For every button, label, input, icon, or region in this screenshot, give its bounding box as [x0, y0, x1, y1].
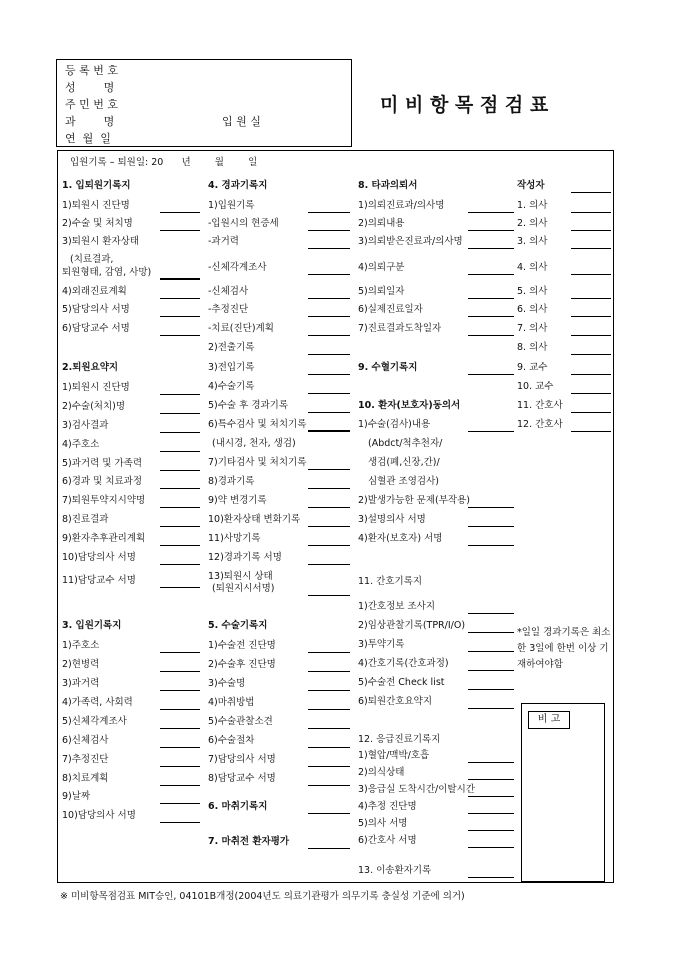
entry-line[interactable]: [468, 613, 514, 614]
entry-line[interactable]: [308, 526, 350, 527]
patient-info-box: [56, 59, 352, 147]
checklist-item: 4)수술기록: [208, 381, 255, 392]
entry-line[interactable]: [308, 393, 350, 394]
checklist-item: 10)담당의사 서명: [62, 552, 136, 563]
entry-line[interactable]: [571, 431, 611, 432]
checklist-item: 6)퇴원간호요약지: [358, 696, 432, 707]
author-item: 11. 간호사: [517, 400, 563, 411]
checklist-item: 8)진료결과: [62, 514, 109, 525]
checklist-item: (내시경, 천자, 생검): [212, 438, 296, 449]
entry-line[interactable]: [308, 690, 350, 691]
ward-label: 입 원 실: [222, 115, 261, 128]
checklist-item: 3)설명의사 서명: [358, 514, 426, 525]
entry-line[interactable]: [308, 430, 350, 431]
checklist-item: 4)환자(보호자) 서명: [358, 533, 443, 544]
checklist-item: 3)응급실 도착시간/이탈시간: [358, 784, 475, 795]
entry-line[interactable]: [160, 822, 200, 823]
entry-line[interactable]: [160, 728, 200, 729]
checklist-item: 2)의식상태: [358, 767, 405, 778]
entry-line[interactable]: [308, 813, 350, 814]
section-heading: 5. 수술기록지: [208, 620, 268, 631]
author-item: 8. 의사: [517, 342, 548, 353]
checklist-item: -신체검사: [208, 286, 249, 297]
entry-line[interactable]: [308, 431, 350, 432]
resident-number-label: 주 민 번 호: [65, 98, 118, 111]
entry-line[interactable]: [468, 316, 514, 317]
entry-line[interactable]: [571, 374, 611, 375]
checklist-item: 5)의사 서명: [358, 818, 408, 829]
checklist-item: 2)수술후 진단명: [208, 659, 276, 670]
remarks-box: [521, 703, 605, 882]
page-title: 미 비 항 목 점 검 표: [380, 94, 549, 116]
checklist-item: -입원시의 현증세: [208, 218, 279, 229]
author-item: 1. 의사: [517, 200, 548, 211]
checklist-item: 6)경과 및 치료과정: [62, 476, 143, 487]
entry-line[interactable]: [308, 316, 350, 317]
admission-date-line: 입원기록 – 퇴원일: 20 년 월 일: [70, 157, 258, 168]
entry-line[interactable]: [160, 470, 200, 471]
checklist-item: -신체각계조사: [208, 262, 267, 273]
checklist-item: 4)추정 진단명: [358, 801, 417, 812]
checklist-item: 4)가족력, 사회력: [62, 697, 133, 708]
entry-line[interactable]: [308, 274, 350, 275]
entry-line[interactable]: [468, 507, 514, 508]
entry-line[interactable]: [308, 469, 350, 470]
checklist-item: 8)담당교수 서명: [208, 773, 276, 784]
entry-line[interactable]: [571, 192, 611, 193]
checklist-item: 1)수술전 진단명: [208, 640, 276, 651]
entry-line[interactable]: [571, 298, 611, 299]
entry-line[interactable]: [308, 747, 350, 748]
checklist-item: 5)의뢰일자: [358, 286, 405, 297]
checklist-item: 2)수술 및 처치명: [62, 218, 133, 229]
entry-line[interactable]: [468, 847, 514, 848]
author-item: 3. 의사: [517, 236, 548, 247]
checklist-item: 5)수술 후 경과기록: [208, 400, 289, 411]
entry-line[interactable]: [468, 274, 514, 275]
section-heading: 10. 환자(보호자)동의서: [358, 400, 461, 411]
section-heading: 12. 응급진료기록지: [358, 734, 441, 745]
checklist-item: 10)환자상태 변화기록: [208, 514, 301, 525]
entry-line[interactable]: [468, 298, 514, 299]
section-heading: 2.퇴원요약지: [62, 362, 119, 373]
entry-line[interactable]: [160, 507, 200, 508]
entry-line[interactable]: [308, 212, 350, 213]
entry-line[interactable]: [468, 830, 514, 831]
checklist-item: -추정진단: [208, 304, 249, 315]
entry-line[interactable]: [308, 785, 350, 786]
checklist-item: 11)담당교수 서명: [62, 575, 136, 586]
author-item: 2. 의사: [517, 218, 548, 229]
checklist-item: 3)과거력: [62, 678, 100, 689]
entry-line[interactable]: [308, 671, 350, 672]
entry-line[interactable]: [571, 212, 611, 213]
checklist-item: 7)진료결과도착일자: [358, 323, 442, 334]
entry-line[interactable]: [160, 709, 200, 710]
section-heading: 6. 마취기록지: [208, 801, 268, 812]
checklist-item: 2)임상관찰기록(TPR/I/O): [358, 620, 466, 631]
checklist-item: 3)의뢰받은진료과/의사명: [358, 236, 463, 247]
entry-line[interactable]: [308, 374, 350, 375]
checklist-item: 3)투약기록: [358, 639, 405, 650]
entry-line[interactable]: [160, 394, 200, 395]
entry-line[interactable]: [160, 766, 200, 767]
checklist-item: 5)담당의사 서명: [62, 304, 130, 315]
checklist-item: 6)특수검사 및 처치기록: [208, 419, 307, 430]
checklist-item: 1)입원기록: [208, 200, 255, 211]
entry-line[interactable]: [468, 212, 514, 213]
author-item: 10. 교수: [517, 381, 554, 392]
entry-line[interactable]: [571, 230, 611, 231]
entry-line[interactable]: [468, 762, 514, 763]
checklist-item: -과거력: [208, 236, 239, 247]
entry-line[interactable]: [160, 488, 200, 489]
entry-line[interactable]: [468, 670, 514, 671]
checklist-item: 1)퇴원시 진단명: [62, 382, 130, 393]
checklist-item: 4)외래진료계획: [62, 286, 127, 297]
checklist-item: 2)현병력: [62, 659, 100, 670]
entry-line[interactable]: [308, 248, 350, 249]
checklist-item: 10)담당의사 서명: [62, 810, 136, 821]
checklist-item: 3)수술명: [208, 678, 246, 689]
entry-line[interactable]: [571, 412, 611, 413]
entry-line[interactable]: [468, 877, 514, 878]
checklist-item: 1)혈압/맥박/호흡: [358, 750, 430, 761]
entry-line[interactable]: [160, 335, 200, 336]
checklist-item: 7)퇴원투약지시약명: [62, 495, 146, 506]
checklist-item: 3)검사결과: [62, 420, 109, 431]
entry-line[interactable]: [571, 393, 611, 394]
entry-line[interactable]: [160, 564, 200, 565]
entry-line[interactable]: [308, 564, 350, 565]
entry-line[interactable]: [160, 803, 200, 804]
entry-line[interactable]: [308, 507, 350, 508]
checklist-item: 13)퇴원시 상태: [208, 571, 273, 582]
entry-line[interactable]: [308, 766, 350, 767]
entry-line[interactable]: [160, 451, 200, 452]
entry-line[interactable]: [308, 709, 350, 710]
entry-line[interactable]: [468, 248, 514, 249]
checklist-item: 5)수술전 Check list: [358, 677, 445, 688]
entry-line[interactable]: [308, 354, 350, 355]
entry-line[interactable]: [571, 248, 611, 249]
checklist-item: 생검(폐,신장,간)/: [368, 457, 440, 468]
remarks-label: 비 고: [528, 711, 570, 729]
checklist-item: 3)퇴원시 환자상태: [62, 236, 140, 247]
author-item: 12. 간호사: [517, 419, 563, 430]
section-heading: 1. 입퇴원기록지: [62, 180, 131, 191]
entry-line[interactable]: [468, 545, 514, 546]
entry-line[interactable]: [571, 354, 611, 355]
name-label: 성 명: [65, 81, 115, 94]
checklist-item: 9)환자추후관리계획: [62, 533, 146, 544]
checklist-item: 1)주호소: [62, 640, 100, 651]
entry-line[interactable]: [468, 708, 514, 709]
checklist-item: 6)담당교수 서명: [62, 323, 130, 334]
checklist-item: 2)수술(처치)명: [62, 401, 126, 412]
entry-line[interactable]: [160, 785, 200, 786]
entry-line[interactable]: [160, 413, 200, 414]
checklist-item: 4)의뢰구분: [358, 262, 405, 273]
checklist-item: 4)주호소: [62, 439, 100, 450]
author-heading: 작성자: [517, 180, 545, 191]
entry-line[interactable]: [468, 230, 514, 231]
entry-line[interactable]: [571, 335, 611, 336]
section-heading: 8. 타과의뢰서: [358, 180, 418, 191]
checklist-item: 2)의뢰내용: [358, 218, 405, 229]
entry-line[interactable]: [160, 545, 200, 546]
footer-note: ※ 미비항목점검표 MIT승인, 04101B개정(2004년도 의료기관평가 의무기록 충실성 기준에 의거): [60, 891, 465, 902]
checklist-item: 퇴원형태, 감염, 사망): [62, 267, 152, 278]
checklist-item: 4)마취방법: [208, 697, 255, 708]
birth-date-label: 연 월 일: [65, 132, 111, 145]
entry-line[interactable]: [160, 279, 200, 280]
entry-line[interactable]: [160, 526, 200, 527]
checklist-item: 5)과거력 및 가족력: [62, 458, 143, 469]
section-heading: 13. 이송환자기록: [358, 865, 432, 876]
checklist-item: 7)담당의사 서명: [208, 754, 276, 765]
section-heading: 3. 입원기록지: [62, 620, 122, 631]
entry-line[interactable]: [308, 595, 350, 596]
author-item: 4. 의사: [517, 262, 548, 273]
checklist-item: 7)추정진단: [62, 754, 109, 765]
entry-line[interactable]: [160, 432, 200, 433]
entry-line[interactable]: [308, 545, 350, 546]
entry-line[interactable]: [571, 316, 611, 317]
checklist-item: 11)사망기록: [208, 533, 261, 544]
checklist-item: 심혈관 조영검사): [368, 476, 439, 487]
checklist-item: 3)전입기록: [208, 362, 255, 373]
checklist-item: 9)약 변경기록: [208, 495, 267, 506]
entry-line[interactable]: [160, 587, 200, 588]
entry-line[interactable]: [468, 796, 514, 797]
checklist-item: 5)신체각계조사: [62, 716, 127, 727]
checklist-item: 1)간호정보 조사지: [358, 601, 436, 612]
author-item: 9. 교수: [517, 362, 548, 373]
author-item: 6. 의사: [517, 304, 548, 315]
checklist-item: 8)경과기록: [208, 476, 255, 487]
entry-line[interactable]: [160, 230, 200, 231]
entry-line[interactable]: [308, 412, 350, 413]
author-item: 7. 의사: [517, 323, 548, 334]
entry-line[interactable]: [468, 526, 514, 527]
checklist-item: (Abdct/척추천자/: [368, 438, 443, 449]
entry-line[interactable]: [160, 671, 200, 672]
checklist-item: 12)경과기록 서명: [208, 552, 282, 563]
entry-line[interactable]: [160, 278, 200, 279]
checklist-item: 1)의뢰진료과/의사명: [358, 200, 445, 211]
checklist-item: (치료결과,: [70, 254, 114, 265]
checklist-item: 7)기타검사 및 처치기록: [208, 457, 307, 468]
entry-line[interactable]: [160, 298, 200, 299]
entry-line[interactable]: [468, 651, 514, 652]
registration-number-label: 등 록 번 호: [65, 64, 118, 77]
entry-line[interactable]: [468, 813, 514, 814]
entry-line[interactable]: [160, 212, 200, 213]
entry-line[interactable]: [468, 335, 514, 336]
entry-line[interactable]: [468, 779, 514, 780]
daily-progress-note: *일일 경과기록은 최소한 3일에 한번 이상 기재하여야함: [517, 627, 611, 670]
entry-line[interactable]: [160, 316, 200, 317]
entry-line[interactable]: [308, 488, 350, 489]
department-label: 과 명: [65, 115, 115, 128]
checklist-item: (퇴원지시서명): [212, 583, 275, 594]
section-heading: 9. 수혈기록지: [358, 362, 418, 373]
author-item: 5. 의사: [517, 286, 548, 297]
entry-line[interactable]: [308, 335, 350, 336]
entry-line[interactable]: [308, 298, 350, 299]
entry-line[interactable]: [308, 230, 350, 231]
entry-line[interactable]: [160, 747, 200, 748]
entry-line[interactable]: [160, 652, 200, 653]
checklist-item: 6)실제진료일자: [358, 304, 423, 315]
entry-line[interactable]: [468, 374, 514, 375]
entry-line[interactable]: [308, 848, 350, 849]
entry-line[interactable]: [468, 689, 514, 690]
checklist-item: 2)전출기록: [208, 342, 255, 353]
checklist-item: 2)발생가능한 문제(부작용): [358, 495, 470, 506]
checklist-item: -치료(진단)계획: [208, 323, 274, 334]
checklist-item: 6)신체검사: [62, 735, 109, 746]
checklist-item: 6)수술절차: [208, 735, 255, 746]
checklist-item: 9)날짜: [62, 791, 91, 802]
entry-line[interactable]: [308, 652, 350, 653]
entry-line[interactable]: [160, 690, 200, 691]
checklist-item: 5)수술관찰소견: [208, 716, 273, 727]
section-heading: 4. 경과기록지: [208, 180, 268, 191]
entry-line[interactable]: [468, 431, 514, 432]
entry-line[interactable]: [468, 632, 514, 633]
section-heading: 11. 간호기록지: [358, 576, 423, 587]
section-heading: 7. 마취전 환자평가: [208, 836, 290, 847]
checklist-item: 4)간호기록(간호과정): [358, 658, 449, 669]
checklist-item: 6)간호사 서명: [358, 835, 417, 846]
entry-line[interactable]: [571, 274, 611, 275]
checklist-item: 8)치료계획: [62, 773, 109, 784]
checklist-item: 1)수술(검사)내용: [358, 419, 431, 430]
checklist-item: 1)퇴원시 진단명: [62, 200, 130, 211]
entry-line[interactable]: [308, 728, 350, 729]
